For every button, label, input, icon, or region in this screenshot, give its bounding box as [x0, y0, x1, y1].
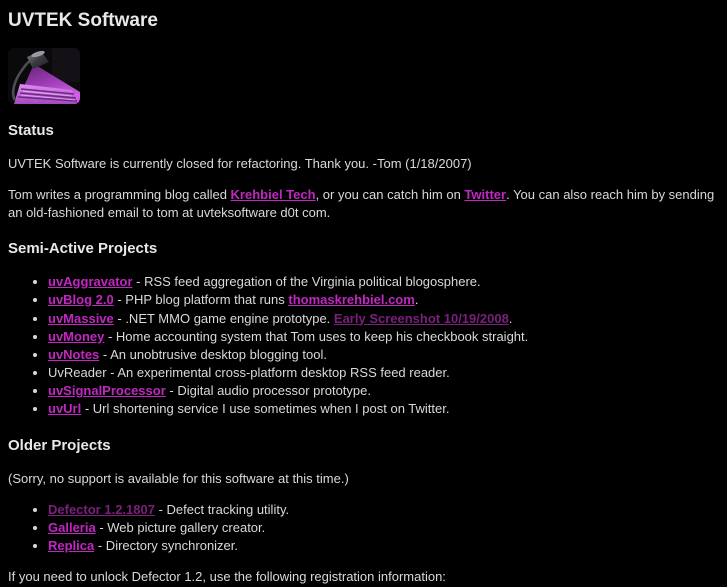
item-description: - Url shortening service I use sometimes when I post on Twitter.: [81, 401, 450, 417]
defector-link[interactable]: Defector 1.2.1807: [48, 501, 155, 517]
uvnotes-link[interactable]: uvNotes: [48, 346, 100, 362]
photo-background-shadow: [52, 48, 80, 82]
item-description: - Defect tracking utility.: [154, 501, 290, 517]
semi-active-projects-heading: Semi-Active Projects: [8, 240, 158, 258]
item-description: - Directory synchronizer.: [94, 538, 239, 554]
older-projects-list: [8, 501, 719, 556]
status-contact-paragraph: [8, 186, 719, 222]
uvblog-link[interactable]: uvBlog 2.0: [48, 292, 114, 308]
krehbiel-tech-link[interactable]: Krehbiel Tech: [230, 186, 316, 202]
uvtek-page: [8, 8, 719, 587]
uvmoney-link[interactable]: uvMoney: [48, 328, 105, 344]
uv-lamp-photo-art: [8, 48, 80, 104]
uvsignalprocessor-link[interactable]: uvSignalProcessor: [48, 383, 166, 399]
item-description: - PHP blog platform that runs: [113, 292, 289, 308]
contact-text-between: , or you can catch him on: [315, 186, 465, 202]
semi-active-projects-list: [8, 273, 719, 419]
status-heading: Status: [8, 121, 54, 139]
contact-text-after: . You can also reach him by sending an old-fashioned email to tom at uvteksoftware d0t com.: [8, 186, 715, 220]
early-screenshot-link[interactable]: Early Screenshot 10/19/2008: [333, 310, 509, 326]
list-item-uvnotes: [48, 346, 719, 364]
registration-note: If you need to unlock Defector 1.2, use the following registration information:: [8, 569, 446, 585]
replica-link[interactable]: Replica: [48, 538, 95, 554]
uv-lamp-photo: [8, 48, 80, 104]
list-item-replica: [48, 537, 719, 555]
status-closed-notice: UVTEK Software is currently closed for refactoring. Thank you. -Tom (1/18/2007): [8, 155, 472, 171]
item-tail: .: [508, 310, 513, 326]
uvmassive-link[interactable]: uvMassive: [48, 310, 114, 326]
list-item-uvmoney: [48, 328, 719, 346]
item-description: - .NET MMO game engine prototype.: [113, 310, 334, 326]
list-item-uvreader: [48, 364, 719, 382]
twitter-link[interactable]: Twitter: [464, 186, 507, 202]
item-description: - RSS feed aggregation of the Virginia political blogosphere.: [132, 274, 481, 290]
list-item-defector: [48, 501, 719, 519]
older-projects-heading: Older Projects: [8, 436, 111, 454]
older-projects-support-note: (Sorry, no support is available for this software at this time.): [8, 470, 349, 486]
thomaskrehbiel-link[interactable]: thomaskrehbiel.com: [288, 292, 415, 308]
contact-text-before: Tom writes a programming blog called: [8, 186, 231, 202]
uvaggravator-link[interactable]: uvAggravator: [48, 274, 133, 290]
list-item-uvurl: [48, 400, 719, 418]
list-item-uvsignalprocessor: [48, 382, 719, 400]
list-item-galleria: [48, 519, 719, 537]
list-item-uvaggravator: [48, 273, 719, 291]
item-description: UvReader - An experimental cross-platform desktop RSS feed reader.: [48, 365, 450, 381]
item-description: - Web picture gallery creator.: [95, 520, 266, 536]
list-item-uvmassive: [48, 310, 719, 328]
item-description: - Home accounting system that Tom uses to keep his checkbook straight.: [104, 328, 529, 344]
item-tail: .: [414, 292, 419, 308]
item-description: - Digital audio processor prototype.: [165, 383, 371, 399]
uvurl-link[interactable]: uvUrl: [48, 401, 82, 417]
item-description: - An unobtrusive desktop blogging tool.: [99, 346, 327, 362]
galleria-link[interactable]: Galleria: [48, 520, 96, 536]
list-item-uvblog: [48, 291, 719, 309]
page-title: UVTEK Software: [8, 10, 158, 31]
